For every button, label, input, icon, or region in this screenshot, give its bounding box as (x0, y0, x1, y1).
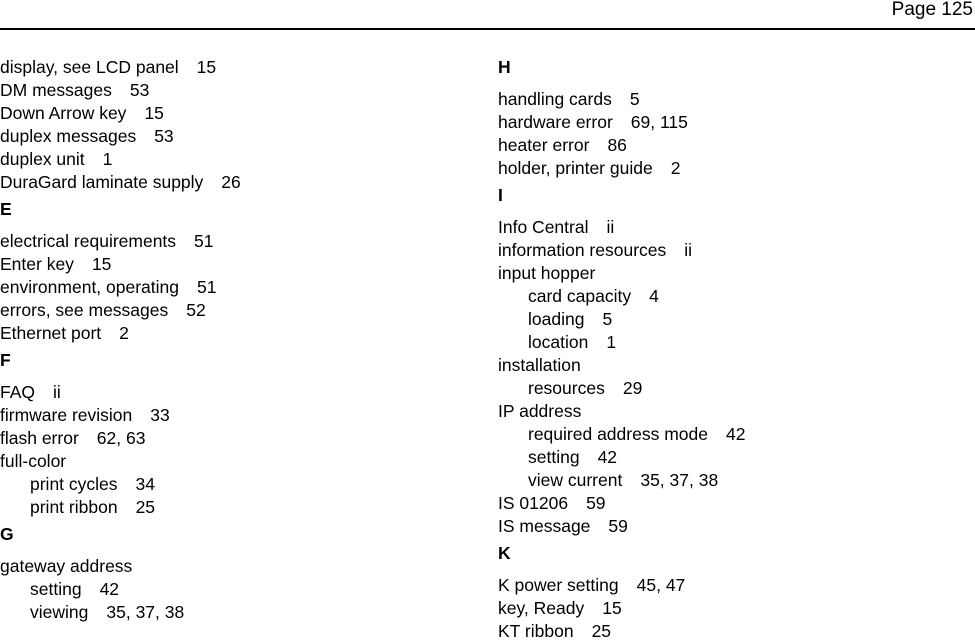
index-entry (0, 125, 470, 148)
index-term: viewing (30, 602, 89, 622)
index-term: electrical requirements (0, 231, 177, 251)
index-entry (0, 381, 470, 404)
index-entry (498, 262, 968, 285)
index-entry (498, 515, 968, 538)
index-term: IS message (498, 516, 591, 536)
index-page-refs: 69, 115 (630, 112, 688, 132)
index-entry (0, 555, 470, 578)
index-term: card capacity (528, 286, 632, 306)
index-term: environment, operating (0, 277, 179, 297)
index-page-refs: 5 (629, 89, 640, 109)
index-term: KT ribbon (498, 621, 574, 641)
index-page-refs: 52 (186, 300, 206, 320)
index-term: loading (528, 309, 585, 329)
index-section-letter: H (498, 57, 511, 77)
index-page-refs: 2 (670, 158, 681, 178)
index-entry (498, 574, 968, 597)
index-term: installation (498, 355, 581, 375)
index-entry (498, 134, 968, 157)
index-page-refs: 42 (597, 447, 618, 467)
index-page-refs: 53 (129, 80, 150, 100)
index-term: duplex messages (0, 126, 137, 146)
index-term: print cycles (30, 474, 118, 494)
index-page-refs: 29 (622, 378, 643, 398)
index-term: key, Ready (498, 598, 585, 618)
index-page-refs: 51 (194, 231, 214, 251)
index-term: handling cards (498, 89, 612, 109)
index-page-refs: 15 (602, 598, 622, 618)
index-term: setting (30, 579, 82, 599)
index-entry (0, 450, 470, 473)
index-section-letter: F (0, 350, 11, 370)
index-page-refs: 4 (649, 286, 659, 306)
index-page-refs: 59 (586, 493, 606, 513)
index-entry (498, 216, 968, 239)
index-section-letter: E (0, 199, 12, 219)
index-page-refs: 51 (197, 277, 217, 297)
index-subentry (0, 578, 470, 601)
index-term: setting (528, 447, 580, 467)
page-number: Page 125 (891, 0, 973, 20)
index-subentry (498, 469, 968, 492)
index-entry (498, 400, 968, 423)
index-page-refs: 2 (119, 323, 129, 343)
index-subentry (0, 601, 470, 624)
index-page-refs: 26 (221, 172, 241, 192)
index-section-letter: K (498, 543, 511, 563)
index-page-refs: 5 (602, 309, 613, 329)
index-term: duplex unit (0, 149, 85, 169)
index-page-refs: 53 (154, 126, 174, 146)
index-term: input hopper (498, 263, 596, 283)
index-page-refs: ii (684, 240, 693, 260)
index-term: Info Central (498, 217, 589, 237)
index-term: holder, printer guide (498, 158, 653, 178)
page-header (0, 0, 975, 30)
index-entry (498, 354, 968, 377)
index-page-refs: 25 (591, 621, 612, 641)
index-section-letter: G (0, 524, 14, 544)
index-entry (498, 111, 968, 134)
index-term: K power setting (498, 575, 619, 595)
index-entry (0, 299, 470, 322)
index-entry (0, 230, 470, 253)
index-section-letter: I (498, 185, 503, 205)
index-term: information resources (498, 240, 667, 260)
index-subentry (498, 446, 968, 469)
index-entry (498, 88, 968, 111)
index-page-refs: 62, 63 (96, 428, 146, 448)
index-page-refs: 33 (150, 405, 170, 425)
index-subentry (498, 377, 968, 400)
index-page-refs: 45, 47 (636, 575, 686, 595)
index-entry (0, 171, 470, 194)
index-column-left (0, 56, 470, 624)
index-entry (0, 404, 470, 427)
index-page-refs: 15 (196, 57, 217, 77)
index-entry (498, 239, 968, 262)
index-column-right (498, 56, 968, 643)
index-entry (498, 157, 968, 180)
index-entry (0, 56, 470, 79)
index-page-refs: 35, 37, 38 (640, 470, 719, 490)
index-term: DuraGard laminate supply (0, 172, 204, 192)
index-page-refs: ii (606, 217, 615, 237)
index-page-refs: 1 (102, 149, 113, 169)
index-term: flash error (0, 428, 79, 448)
index-subentry (498, 285, 968, 308)
index-entry (0, 148, 470, 171)
index-entry (0, 322, 470, 345)
index-term: full-color (0, 451, 67, 471)
index-page-refs: ii (53, 382, 61, 402)
index-term: firmware revision (0, 405, 133, 425)
index-term: display, see LCD panel (0, 57, 179, 77)
index-page-refs: 34 (135, 474, 155, 494)
index-entry (0, 427, 470, 450)
index-subentry (498, 423, 968, 446)
index-page-refs: 15 (91, 254, 112, 274)
index-term: FAQ (0, 382, 36, 402)
index-term: required address mode (528, 424, 708, 444)
index-entry (0, 276, 470, 299)
index-term: location (528, 332, 589, 352)
index-page-refs: 59 (608, 516, 628, 536)
index-term: IS 01206 (498, 493, 569, 513)
index-term: Enter key (0, 254, 74, 274)
index-term: resources (528, 378, 605, 398)
index-entry (0, 102, 470, 125)
index-term: heater error (498, 135, 590, 155)
index-entry (0, 79, 470, 102)
index-term: hardware error (498, 112, 613, 132)
index-term: gateway address (0, 556, 133, 576)
index-term: Ethernet port (0, 323, 102, 343)
index-subentry (498, 331, 968, 354)
index-page-refs: 42 (99, 579, 120, 599)
index-entry (498, 620, 968, 643)
index-page-refs: 25 (135, 497, 156, 517)
index-page-refs: 1 (606, 332, 617, 352)
index-subentry (0, 473, 470, 496)
index-term: errors, see messages (0, 300, 169, 320)
index-term: Down Arrow key (0, 103, 127, 123)
index-page-refs: 15 (144, 103, 164, 123)
index-subentry (0, 496, 470, 519)
index-term: print ribbon (30, 497, 118, 517)
index-term: DM messages (0, 80, 112, 100)
index-term: IP address (498, 401, 582, 421)
index-page-refs: 86 (607, 135, 627, 155)
index-entry (0, 253, 470, 276)
index-entry (498, 492, 968, 515)
index-page-refs: 35, 37, 38 (106, 602, 185, 622)
index-entry (498, 597, 968, 620)
index-page-refs: 42 (725, 424, 746, 444)
index-subentry (498, 308, 968, 331)
index-term: view current (528, 470, 623, 490)
